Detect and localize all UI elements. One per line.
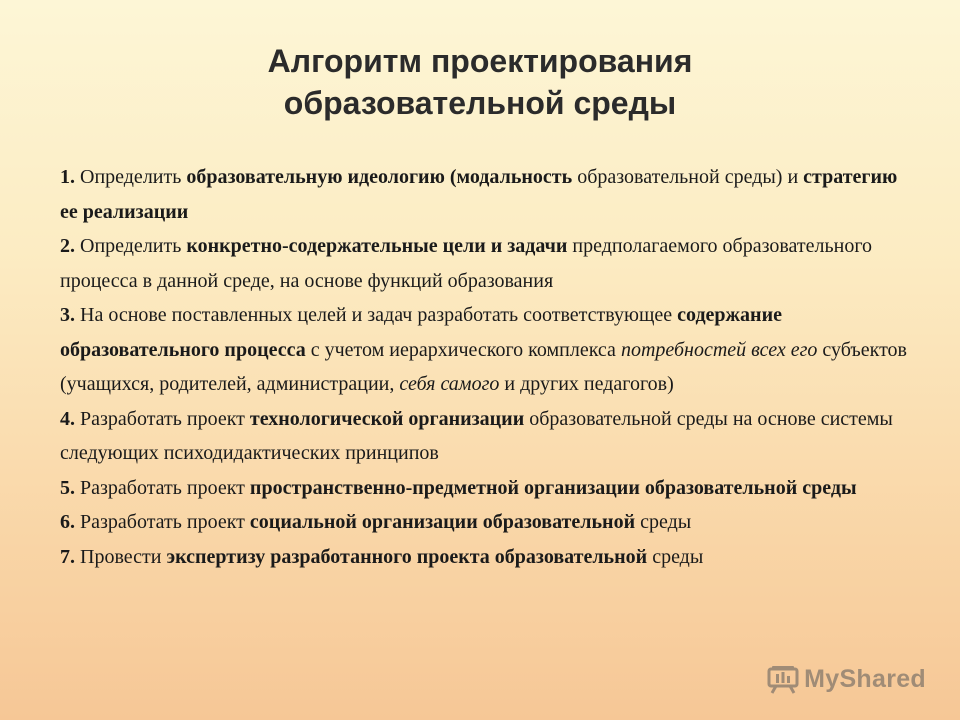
step-number: 5. [60,476,75,499]
step-number: 2. [60,235,75,257]
step-emphasis: пространственно-предметной организации образовательной среды [249,476,857,499]
step-number: 4. [60,407,75,430]
step-text: Определить [75,235,187,257]
step-text: Определить [75,166,187,188]
step-text: образовательной среды на основе системы следующих психодидактических принципов [60,407,893,464]
myshared-logo-icon [766,664,800,694]
step-number: 3. [60,304,75,326]
step-item-7 [60,540,910,575]
algorithm-steps-list [60,160,910,574]
step-text: Разработать проект [75,511,250,533]
step-text: Провести [75,545,167,568]
step-text: предполагаемого образовательного процесса в данной среде, на основе функций образования [60,235,873,292]
step-item-1 [60,160,910,229]
step-text: с учетом иерархического комплекса [305,338,621,361]
step-text: и других педагогов) [499,373,674,395]
step-text: среды [647,545,704,568]
step-item-4 [60,402,910,471]
step-text: Разработать проект [75,407,250,430]
step-emphasis: социальной организации образовательной [249,511,636,533]
step-item-5 [60,471,910,506]
step-emphasis: содержание образовательного процесса [60,304,782,361]
step-number: 1. [60,166,75,188]
step-emphasis: технологической организации [249,407,525,430]
step-text: субъектов (учащихся, родителей, администрации, [60,338,907,395]
slide-title-line-2: образовательной среды [283,85,677,121]
step-number: 7. [60,545,75,568]
step-text: образовательной среды) и [572,166,804,188]
step-item-2 [60,229,910,298]
step-item-3 [60,298,910,402]
step-italic: себя самого [399,373,500,395]
myshared-watermark [766,664,926,694]
step-emphasis: экспертизу разработанного проекта образовательной [166,545,648,568]
step-emphasis: конкретно-содержательные цели и задачи [186,235,568,257]
step-text: среды [635,511,692,533]
step-italic: потребностей всех его [620,338,818,361]
step-emphasis: стратегию ее реализации [60,166,898,223]
watermark-text: MyShared [804,664,926,693]
slide-title-line-1: Алгоритм проектирования [267,43,693,79]
step-text: Разработать проект [75,476,250,499]
step-text: На основе поставленных целей и задач разработать соответствующее [75,304,678,326]
step-emphasis: образовательную идеологию (модальность [186,166,573,188]
step-item-6 [60,505,910,540]
slide-title [0,40,960,124]
step-number: 6. [60,511,75,533]
